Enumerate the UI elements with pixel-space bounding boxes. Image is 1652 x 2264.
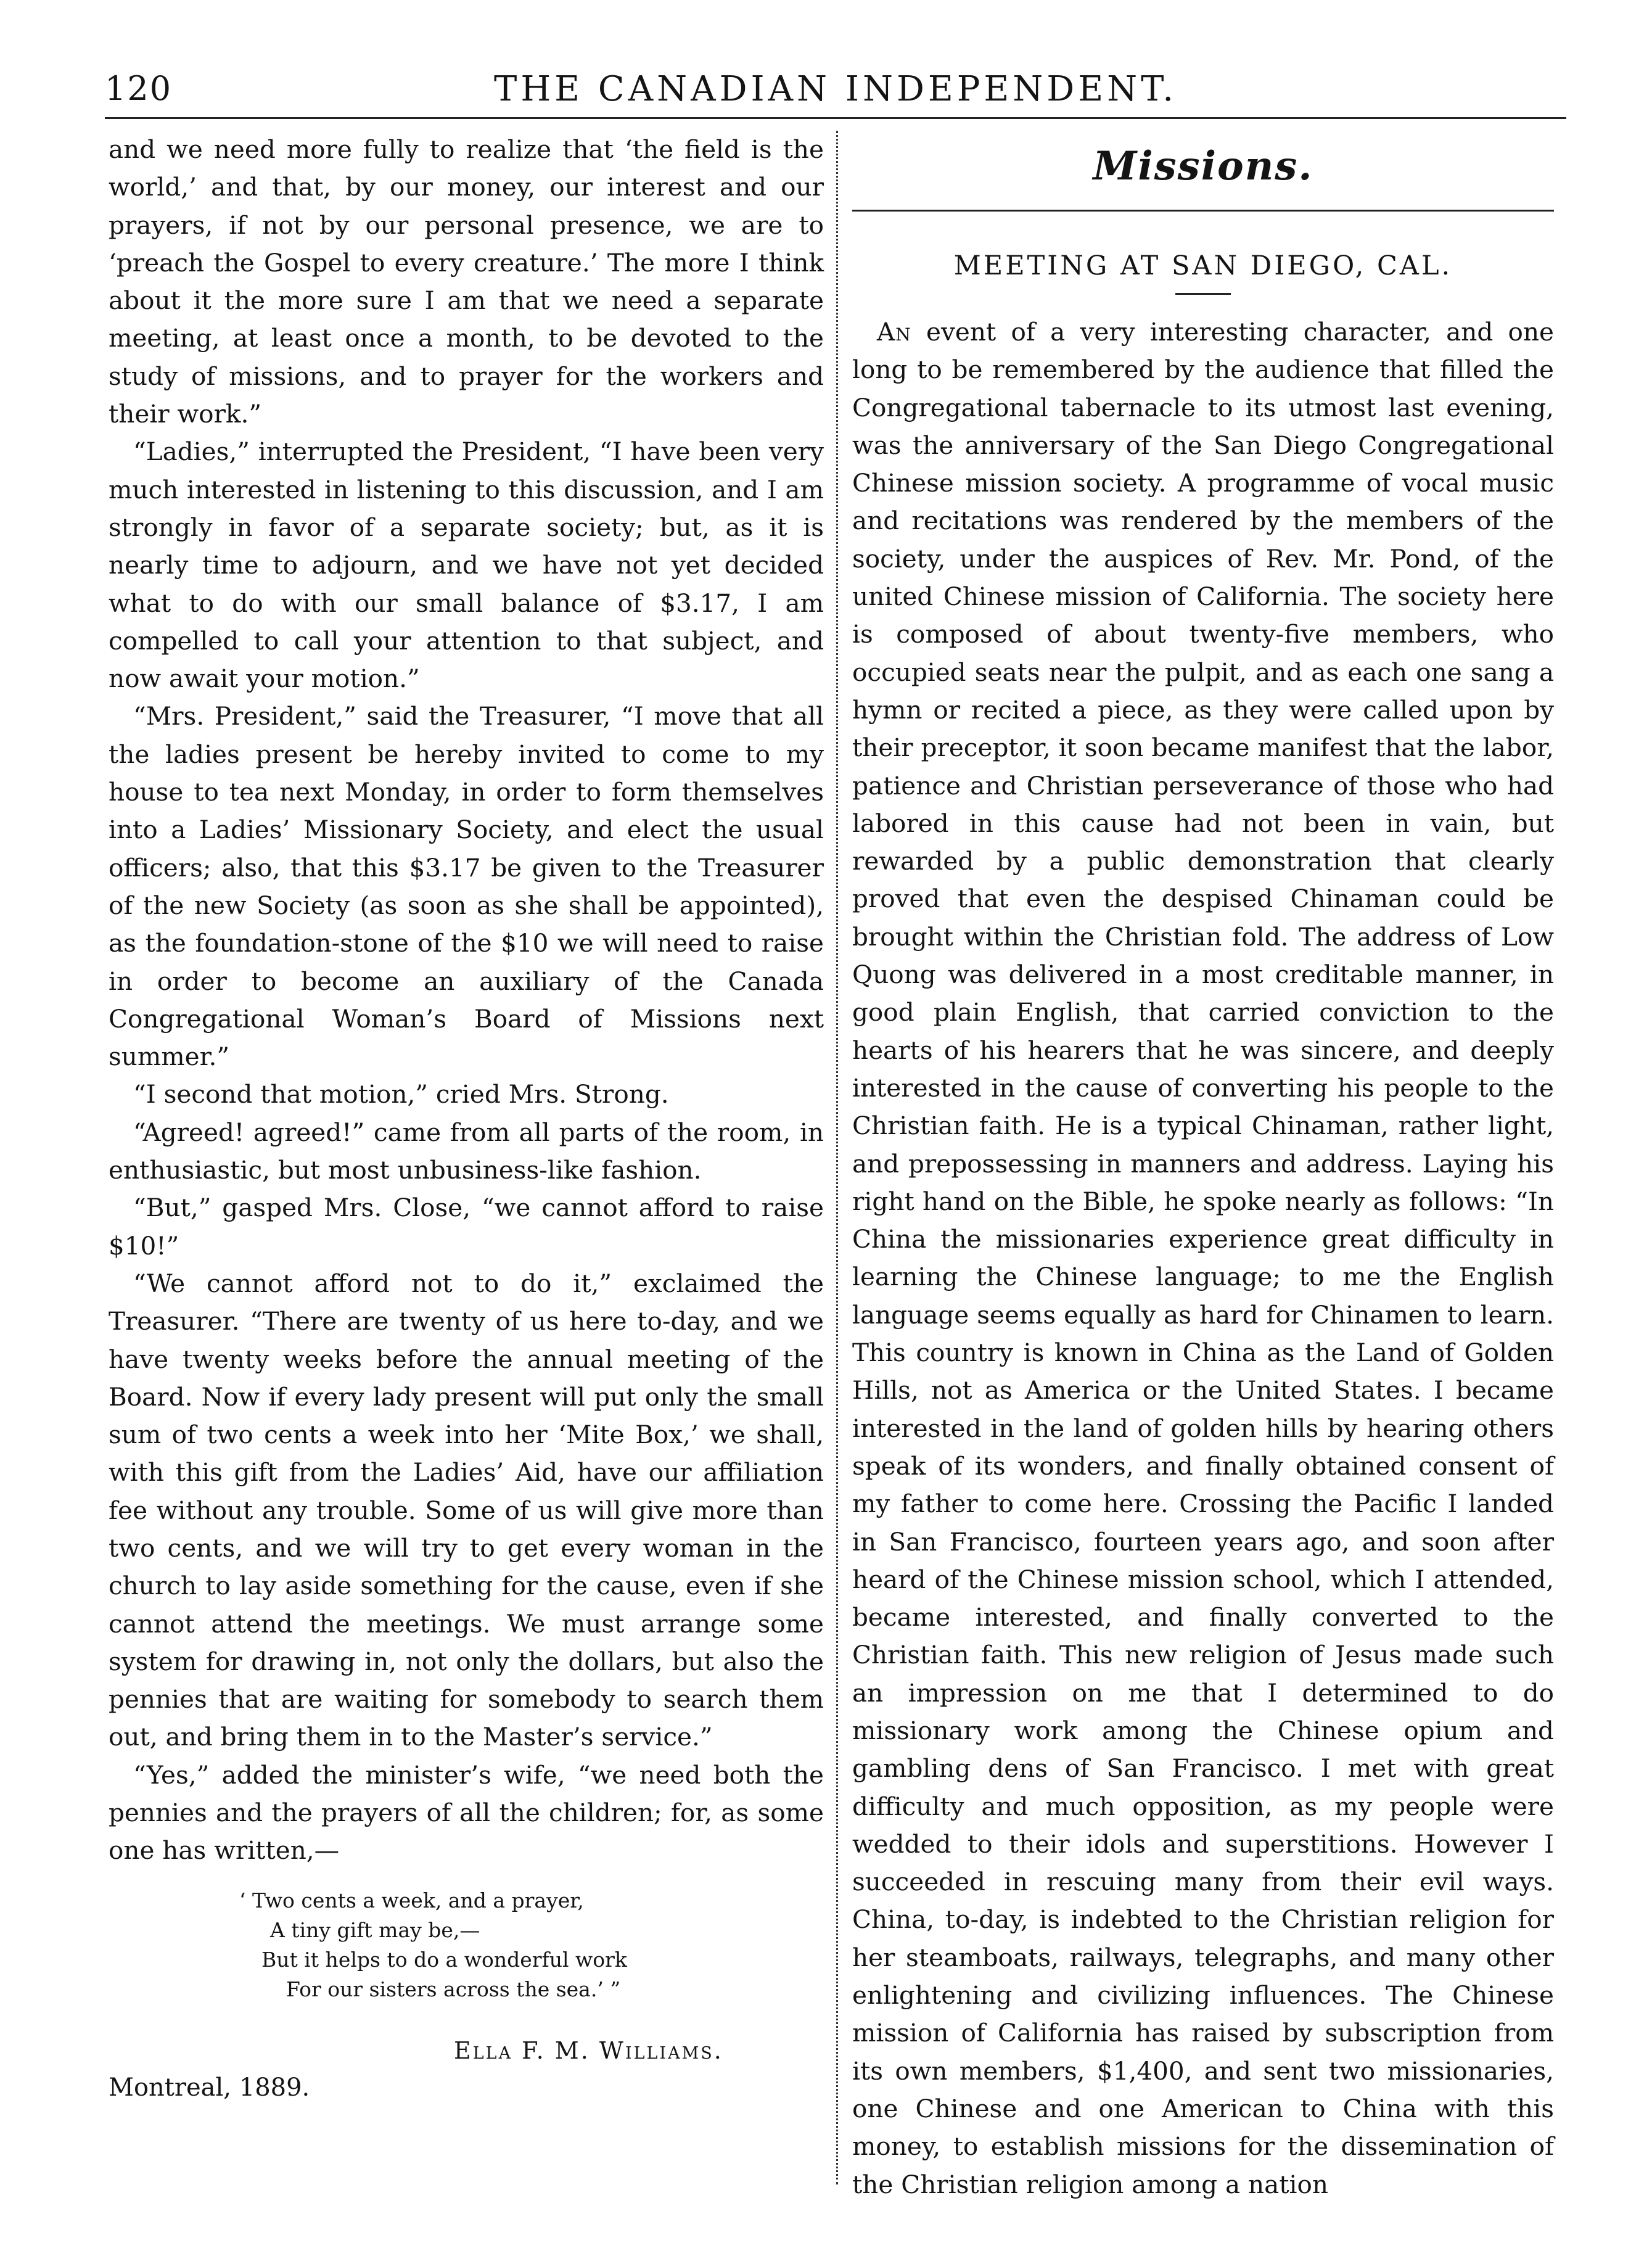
page-number: 120	[105, 69, 173, 108]
dateline: Montreal, 1889.	[109, 2073, 310, 2102]
section-rule	[852, 210, 1554, 212]
article-paragraph	[852, 313, 1554, 2204]
article-paragraph: “Yes,” added the minister’s wife, “we need both the pennies and the prayers of all the children; for, as some one has written,—	[109, 1760, 824, 1866]
article-title: MEETING AT SAN DIEGO, CAL.	[953, 250, 1453, 281]
right-column	[852, 131, 1554, 2204]
article-body: event of a very interesting character, and one long to be remembered by the audience that filled the Congregational tabernacle to its utmost last evening, was the anniversary of the San Diego Congregational Chinese mission society. A programme of vocal music and recitations was rendered by the members of the society, under the auspices of Rev. Mr. Pond, of the united Chinese mission of California. The society here is composed of about twenty-five members, who occupied seats near the pulpit, and as each one sang a hymn or recited a piece, as they were called upon by their preceptor, it soon became manifest that the labor, patience and Christian perseverance of those who had labored in this cause had not been in vain, but rewarded by a public demonstration that clearly proved that even the despised Chinaman could be brought within the Christian fold. The address of Low Quong was delivered in a most creditable manner, in good plain English, that carried conviction to the hearts of his hearers that he was sincere, and deeply interested in the cause of converting his people to the Christian faith. He is a typical Chinaman, rather light, and prepossessing in manners and address. Laying his right hand on the Bible, he spoke nearly as follows: “In China the missionaries experience great difficulty in learning the Chinese language; to me the English language seems equally as hard for Chinamen to learn. This country is known in China as the Land of Golden Hills, not as America or the United States. I became interested in the land of golden hills by hearing others speak of its wonders, and finally obtained consent of my father to come here. Crossing the Pacific I landed in San Francisco, fourteen years ago, and soon after heard of the Chinese mission school, which I attended, became interested, and finally converted to the Christian faith. This new religion of Jesus made such an impression on me that I determined to do missionary work among the Chinese opium and gambling dens of San Francisco. I met with great difficulty and much opposition, as my people were wedded to their idols and superstitions. However I succeeded in rescuing many from their evil ways. China, to-day, is indebted to the Christian religion for her steamboats, railways, telegraphs, and many other enlightening and civilizing influences. The Chinese mission of California has raised by subscription from its own members, $1,400, and sent two missionaries, one Chinese and one American to China with this money, to establish missions for the dissemination of the Christian religion among a nation	[852, 317, 1554, 2199]
author-signature: Ella F. M. Williams.	[454, 2036, 723, 2064]
article-paragraph: “Agreed! agreed!” came from all parts of the room, in enthusiastic, but most unbusiness-like fashion.	[109, 1117, 824, 1185]
article-paragraph: “I second that motion,” cried Mrs. Strong.	[133, 1079, 669, 1109]
article-paragraph: “Mrs. President,” said the Treasurer, “I move that all the ladies present be hereby invited to come to my house to tea next Monday, in order to form themselves into a Ladies’ Missionary Society, and elect the usual officers; also, that this $3.17 be given to the Treasurer of the new Society (as soon as she shall be appointed), as the foundation-stone of the $10 we will need to raise in order to become an auxiliary of the Canada Congregational Woman’s Board of Missions next summer.”	[109, 701, 824, 1072]
article-paragraph: “But,” gasped Mrs. Close, “we cannot afford to raise $10!”	[109, 1193, 824, 1261]
title-rule	[1175, 293, 1231, 295]
page-header	[105, 69, 1566, 112]
poem-quote	[109, 1886, 824, 2004]
article-paragraph: and we need more fully to realize that ‘the field is the world,’ and that, by our money, our interest and our prayers, if not by our personal presence, we are to ‘preach the Gospel to every creature.’ The more I think about it the more sure I am that we need a separate meeting, at least once a month, to be devoted to the study of missions, and to prayer for the workers and their work.”	[109, 134, 824, 429]
column-divider	[836, 131, 838, 2184]
article-paragraph: “We cannot afford not to do it,” exclaimed the Treasurer. “There are twenty of us here to-day, and we have twenty weeks before the annual meeting of the Board. Now if every lady present will put only the small sum of two cents a week into her ‘Mite Box,’ we shall, with this gift from the Ladies’ Aid, have our affiliation fee without any trouble. Some of us will give more than two cents, and we will try to get every woman in the church to lay aside something for the cause, even if she cannot attend the meetings. We must arrange some system for drawing in, not only the dollars, but also the pennies that are waiting for somebody to search them out, and bring them in to the Master’s service.”	[109, 1268, 824, 1752]
journal-title: THE CANADIAN INDEPENDENT.	[493, 69, 1177, 109]
poem-line: But it helps to do a wonderful work	[261, 1947, 627, 1972]
left-column	[109, 131, 824, 2104]
article-paragraph: “Ladies,” interrupted the President, “I have been very much interested in listening to this discussion, and I am strongly in favor of a separate society; but, as it is nearly time to adjourn, and we have not yet decided what to do with our small balance of $3.17, I am compelled to call your attention to that subject, and now await your motion.”	[109, 437, 824, 694]
header-rule	[105, 117, 1566, 119]
section-title: Missions.	[1093, 143, 1313, 189]
poem-line: ‘ Two cents a week, and a prayer,	[239, 1888, 584, 1912]
poem-line: For our sisters across the sea.’ ”	[286, 1977, 621, 2001]
poem-line: A tiny gift may be,—	[270, 1917, 480, 1942]
lead-words: An	[877, 317, 911, 347]
